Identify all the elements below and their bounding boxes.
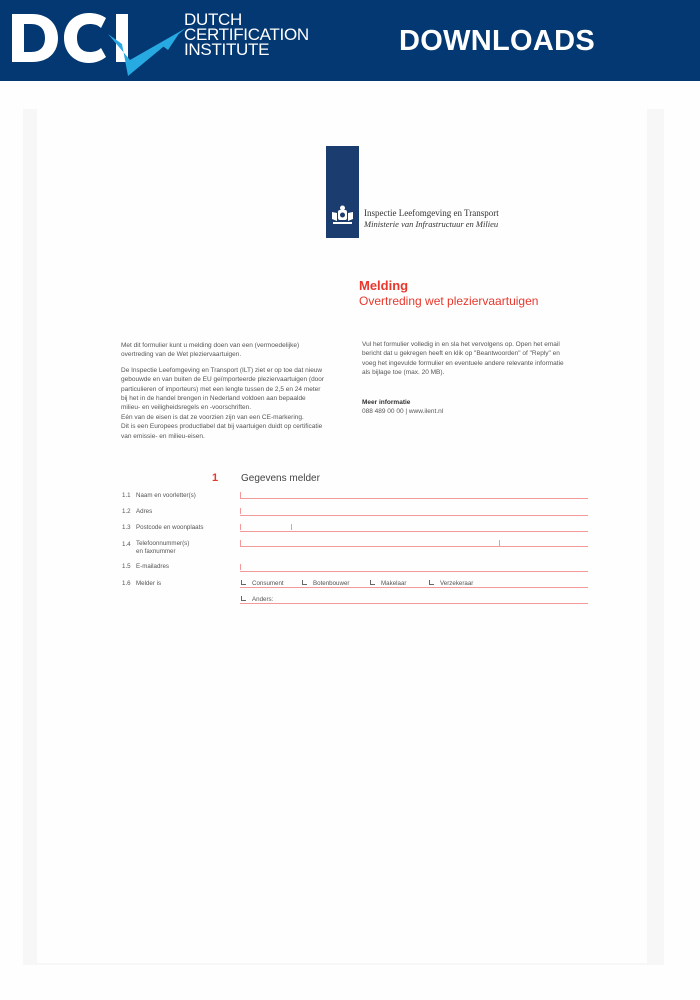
rijksoverheid-logo-bar — [326, 146, 359, 238]
intro-right-text — [362, 340, 597, 416]
field-label-name: Naam en voorletter(s) — [136, 492, 196, 499]
field-number: 1.2 — [122, 508, 131, 515]
intro-paragraph: De Inspectie Leefomgeving en Transport (ILT) ziet er op toe dat nieuw gebouwde en van buiten de EU geïmporteerde pleziervaartuigen (door particulieren of importeurs) met een lengte tussen de 2,5 en 24 meter bij het in de handel brengen in Nederland voldoen aan bepaalde milieu- en veiligheidsregels en -voorschriften. Eén van de eisen is dat ze voorzien zijn van een CE-markering. Dit is een Europees productlabel dat bij vaartuigen duidt op certificatie van emissie- en milieu-eisen. — [121, 366, 325, 440]
postcode-input-line[interactable] — [240, 531, 588, 532]
field-label-phone: Telefoonnummer(s) en faxnummer — [136, 540, 190, 555]
option-consument[interactable]: Consument — [241, 580, 284, 587]
logo-wordmark — [184, 12, 309, 57]
option-verzekeraar[interactable]: Verzekeraar — [429, 580, 473, 587]
field-label-address: Adres — [136, 508, 153, 515]
email-input-line[interactable] — [240, 571, 588, 572]
checkbox-icon[interactable] — [302, 580, 307, 585]
checkbox-icon[interactable] — [370, 580, 375, 585]
option-anders[interactable]: Anders: — [241, 596, 273, 603]
logo-letter-c — [64, 13, 106, 63]
logo-letter-i — [116, 14, 128, 62]
field-label-email: E-mailadres — [136, 563, 170, 570]
instructions-paragraph: Vul het formulier volledig in en sla het vervolgens op. Open het email bericht dat u gekregen heeft en klik op "Beantwoorden" of "Reply" en voeg het ingevulde formulier en eventuele andere relevante informatie als bijlage toe (max. 20 MB). — [362, 341, 564, 377]
intro-paragraph: Met dit formulier kunt u melding doen van een (vermoedelijke) overtreding van de Wet pleziervaartuigen. — [121, 342, 300, 359]
field-tick — [240, 524, 241, 530]
checkbox-icon[interactable] — [241, 596, 246, 601]
checkbox-icon[interactable] — [429, 580, 434, 585]
document-subtitle: Overtreding wet pleziervaartuigen — [359, 294, 539, 308]
more-info-heading: Meer informatie — [362, 398, 411, 406]
name-input-line[interactable] — [240, 498, 588, 499]
field-label-postcode: Postcode en woonplaats — [136, 524, 204, 531]
field-number: 1.4 — [122, 541, 131, 548]
checkbox-icon[interactable] — [241, 580, 246, 585]
field-number: 1.1 — [122, 492, 131, 499]
field-label-reporter: Melder is — [136, 580, 162, 587]
field-tick — [240, 564, 241, 570]
section-number: 1 — [212, 472, 219, 484]
intro-left-text — [121, 341, 351, 447]
coat-of-arms-icon — [330, 204, 355, 226]
logo-line: CERTIFICATION — [184, 25, 309, 44]
logo-line: INSTITUTE — [184, 40, 270, 59]
option-makelaar[interactable]: Makelaar — [370, 580, 406, 587]
other-input-line[interactable] — [240, 603, 588, 604]
logo-line: DUTCH — [184, 10, 242, 29]
phone-input-line[interactable] — [240, 546, 588, 547]
logo-letter-d — [12, 14, 58, 62]
section-title: Gegevens melder — [241, 473, 320, 484]
more-info-contact[interactable]: 088 489 00 00 | www.ilent.nl — [362, 408, 444, 416]
address-input-line[interactable] — [240, 515, 588, 516]
reporter-type-line — [240, 587, 588, 588]
option-botenbouwer[interactable]: Botenbouwer — [302, 580, 349, 587]
ministry-name: Ministerie van Infrastructuur en Milieu — [364, 219, 499, 229]
field-number: 1.5 — [122, 563, 131, 570]
field-number: 1.6 — [122, 580, 131, 587]
field-tick — [240, 508, 241, 514]
document-title: Melding — [359, 278, 409, 293]
field-number: 1.3 — [122, 524, 131, 531]
site-header — [0, 0, 700, 81]
page-title: DOWNLOADS — [399, 25, 596, 57]
field-tick — [291, 524, 292, 530]
dci-logo[interactable] — [10, 4, 190, 76]
organization-name: Inspectie Leefomgeving en Transport — [364, 208, 499, 218]
